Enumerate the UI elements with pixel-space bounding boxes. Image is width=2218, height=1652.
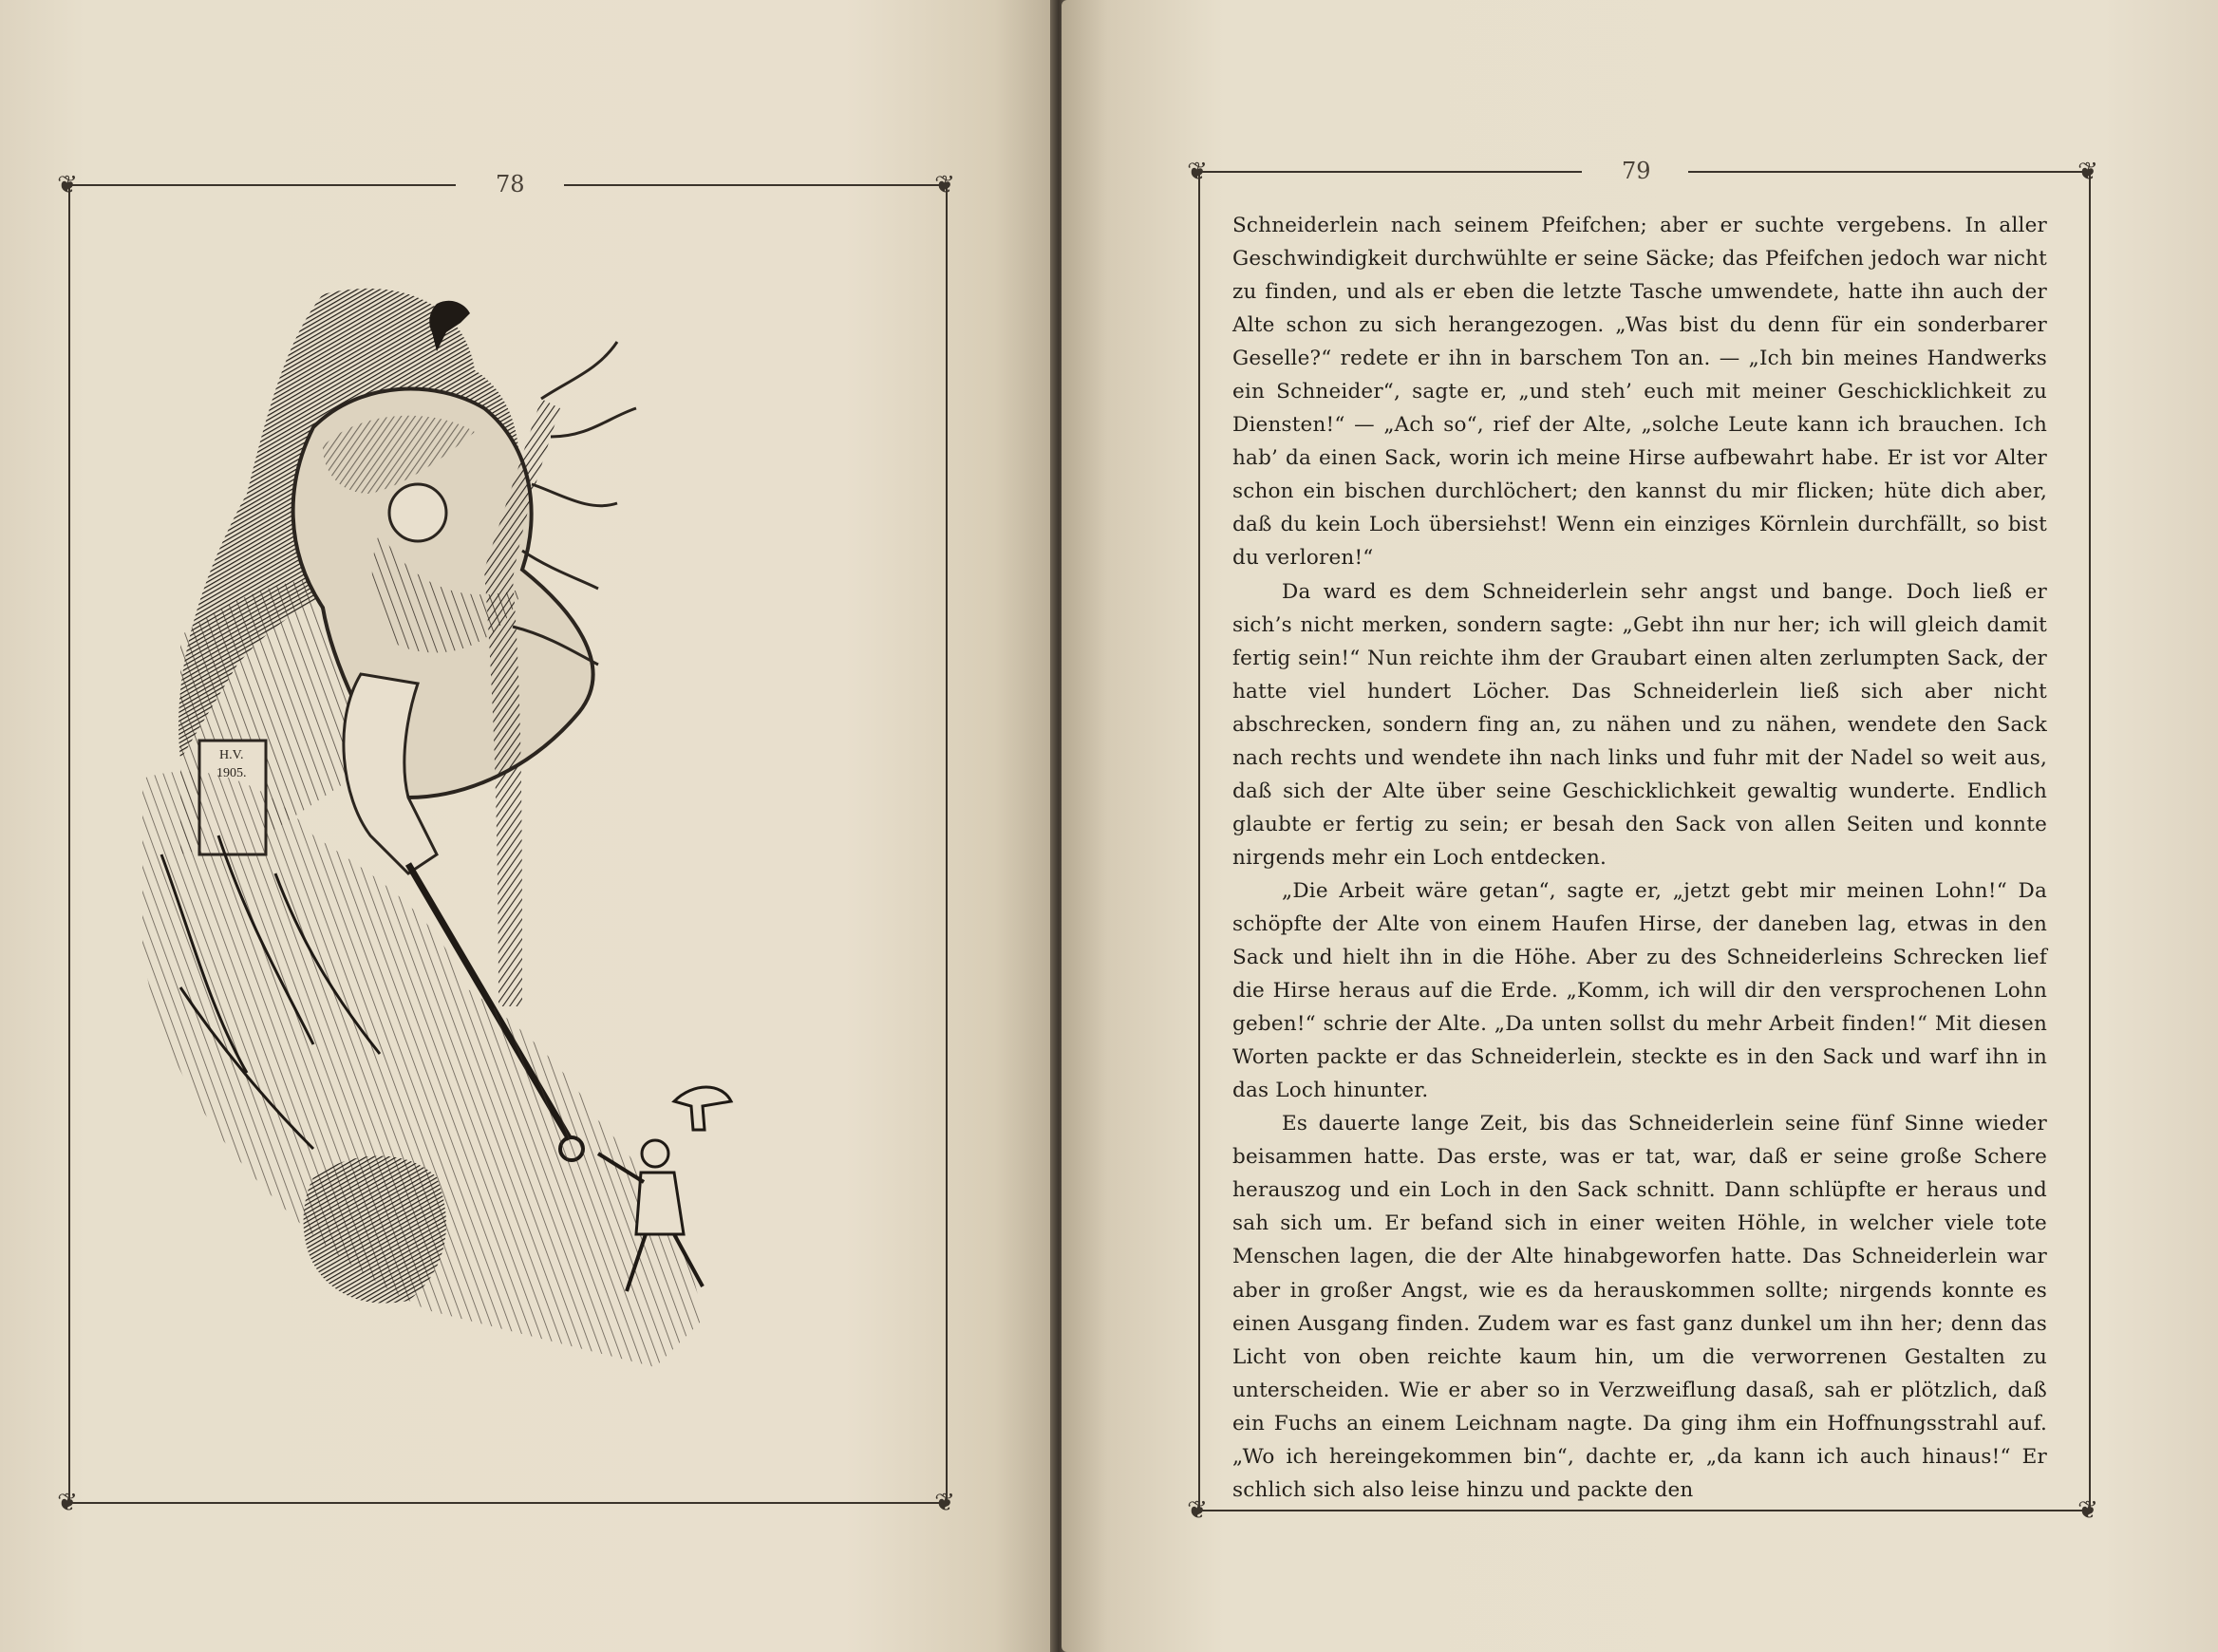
signature-initials: H.V. [219,748,244,762]
page-number-left: 78 [496,171,525,197]
corner-ornament-icon: ❦ [1187,1496,1208,1525]
corner-ornament-icon: ❦ [57,171,78,199]
corner-ornament-icon: ❦ [2077,158,2098,186]
corner-ornament-icon: ❦ [1187,158,1208,186]
left-bottom-rule [68,1502,946,1504]
corner-ornament-icon: ❦ [934,1489,955,1517]
mushroom [674,1087,731,1130]
corner-ornament-icon: ❦ [57,1489,78,1517]
left-top-rule-right [564,184,946,186]
left-top-rule-left [68,184,456,186]
giant-face [389,484,446,541]
corner-ornament-icon: ❦ [934,171,955,199]
right-top-rule-left [1198,171,1582,173]
dark-rock [304,1156,446,1304]
signature-year: 1905. [216,766,247,780]
right-top-rule-right [1688,171,2089,173]
page-text [1232,209,2047,1507]
paragraph: „Die Arbeit wäre getan“, sagte er, „jetzt gebt mir meinen Lohn!“ Da schöpfte der Alte von einem Haufen Hirse, der daneben lag, etwas in den Sack und hielt ihn in die Höhe. Aber zu des Schneiderleins Schrecken lief die Hirse heraus auf die Erde. „Komm, ich will dir den versprochenen Lohn geben!“ schrie der Alte. „Da unten sollst du mehr Arbeit finden!“ Mit diesen Worten packte er das Schneiderlein, steckte es in den Sack und warf ihn in das Loch hinunter. [1232,878,2047,1103]
artist-signature [216,746,247,782]
corner-ornament-icon: ❦ [2077,1496,2098,1525]
paragraph: Da ward es dem Schneiderlein sehr angst und bange. Doch ließ er sich’s nicht merken, sondern sagte: „Gebt ihn nur her; ich will gleich damit fertig sein!“ Nun reichte ihm der Graubart einen alten zerlumpten Sack, der hatte viel hundert Löcher. Das Schneiderlein ließ sich aber nicht abschrecken, sondern fing an, zu nähen und zu nähen, wendete den Sack nach rechts und wendete ihn nach links und fuhr mit der Nadel so weit aus, daß sich der Alte über seine Geschicklichkeit gewaltig wunderte. Endlich glaubte er fertig zu sein; er besah den Sack von allen Seiten und konnte nirgends mehr ein Loch entdecken. [1232,579,2047,870]
left-page [0,0,1058,1652]
right-bottom-rule [1198,1510,2089,1511]
page-number-right: 79 [1622,158,1651,184]
woodcut-illustration [123,266,912,1415]
paragraph: Schneiderlein nach seinem Pfeifchen; aber er suchte vergebens. In aller Geschwindigkeit durchwühlte er seine Säcke; das Pfeifchen jedoch war nicht zu finden, und als er eben die letzte Tasche umwendete, hatte ihn auch der Alte schon zu sich herangezogen. „Was bist du denn für ein sonderbarer Geselle?“ redete er ihn in barschem Ton an. — „Ich bin meines Handwerks ein Schneider“, sagte er, „und steh’ euch mit meiner Geschicklichkeit zu Diensten!“ — „Ach so“, rief der Alte, „solche Leute kann ich brauchen. Ich hab’ da einen Sack, worin ich meine Hirse aufbewahrt habe. Er ist vor Alter schon ein bischen durchlöchert; den kannst du mir flicken; hüte dich aber, daß du kein Loch übersiehst! Wenn ein einziges Körnlein durchfällt, so bist du verloren!“ [1232,214,2047,571]
paragraph: Es dauerte lange Zeit, bis das Schneiderlein seine fünf Sinne wieder beisammen hatte. Das erste, was er tat, war, daß er seine große Schere herauszog und ein Loch in den Sack schnitt. Dann schlüpfte er heraus und sah sich um. Er befand sich in einer weiten Höhle, in welcher viele tote Menschen lagen, die der Alte hinabgeworfen hatte. Das Schneiderlein war aber in großer Angst, wie es da herauskommen sollte; nirgends konnte es einen Ausgang finden. Zudem war es fast ganz dunkel um ihn her; denn das Licht von oben reichte kaum hin, um die verworrenen Gestalten zu unterscheiden. Wie er aber so in Verzweiflung dasaß, sah er plötzlich, daß ein Fuchs an einem Leichnam nagte. Da ging ihm ein Hoffnungsstrahl auf. „Wo ich hereingekommen bin“, dachte er, „da kann ich auch hinaus!“ Er schlich sich also leise hinzu und packte den [1232,1112,2047,1502]
